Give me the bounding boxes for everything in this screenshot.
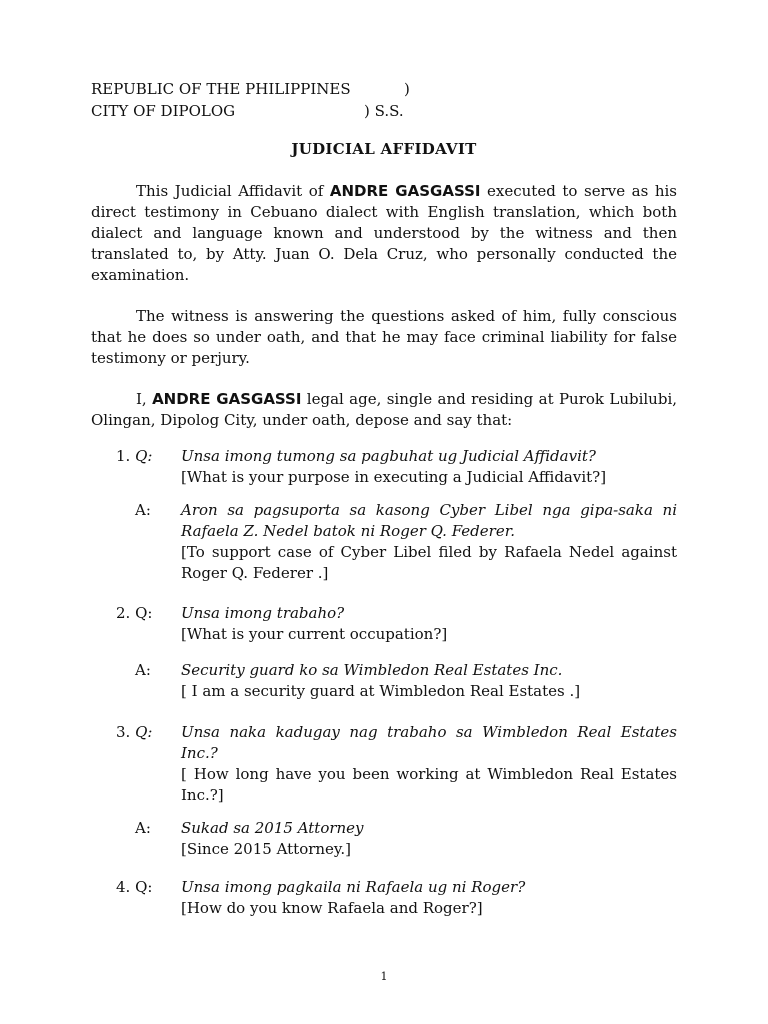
caption-line-city: [91, 100, 410, 122]
intro-text: executed to serve as his direct testimony in Cebuano dialect with English translation, which both dialect and language known and understood by the witness and then translated to, by Atty. Juan O. Dela Cruz, who personally conducted the examination.: [91, 182, 678, 284]
intro-text: This Judicial Affidavit of: [136, 182, 330, 200]
caption-line-republic: [91, 78, 410, 100]
page-number: 1: [380, 970, 388, 983]
question-3: [91, 722, 677, 806]
answer-english: [Since 2015 Attorney.]: [181, 840, 352, 858]
answer-label: A:: [135, 501, 151, 519]
question-label: 4. Q:: [116, 878, 153, 896]
intro-paragraph-2: The witness is answering the questions asked of him, fully conscious that he does so under oath, and that he may face criminal liability for false testimony or perjury.: [91, 307, 677, 367]
answer-label: A:: [135, 661, 151, 679]
intro-paragraph-3: [91, 389, 677, 431]
caption-ss: ) S.S.: [364, 102, 404, 120]
question-1: [91, 446, 677, 488]
question-cebuano: Unsa naka kadugay nag trabaho sa Wimbledon Real Estates Inc.?: [181, 723, 677, 762]
affiant-name: ANDRE GASGASSI: [329, 182, 481, 200]
intro-paragraph-1: [91, 181, 677, 286]
question-label: 3. Q:: [116, 723, 153, 741]
question-cebuano: Unsa imong trabaho?: [181, 604, 345, 622]
answer-cebuano: Sukad sa 2015 Attorney: [181, 819, 364, 837]
question-cebuano: Unsa imong tumong sa pagbuhat ug Judicial Affidavit?: [181, 447, 596, 465]
question-english: [ How long have you been working at Wimbledon Real Estates Inc.?]: [181, 765, 677, 804]
affiant-name: ANDRE GASGASSI: [152, 390, 302, 408]
caption-bracket: ): [404, 80, 410, 98]
answer-cebuano: Security guard ko sa Wimbledon Real Estates Inc.: [181, 661, 563, 679]
question-english: [What is your purpose in executing a Judicial Affidavit?]: [181, 468, 607, 486]
answer-label: A:: [135, 819, 151, 837]
question-2: [91, 603, 677, 645]
document-title: JUDICIAL AFFIDAVIT: [291, 140, 477, 158]
intro-text: legal age, single and residing at Purok Lubilubi, Olingan, Dipolog City, under oath, depose and say that:: [91, 390, 678, 429]
question-4: [91, 877, 677, 919]
venue-caption: [91, 78, 410, 122]
question-label: 2. Q:: [116, 604, 153, 622]
question-cebuano: Unsa imong pagkaila ni Rafaela ug ni Roger?: [181, 878, 526, 896]
question-english: [What is your current occupation?]: [181, 625, 448, 643]
answer-1: [91, 500, 677, 584]
question-english: [How do you know Rafaela and Roger?]: [181, 899, 483, 917]
caption-city: CITY OF DIPOLOG: [91, 102, 236, 120]
caption-republic: REPUBLIC OF THE PHILIPPINES: [91, 80, 351, 98]
answer-3: [91, 818, 677, 860]
answer-english: [To support case of Cyber Libel filed by Rafaela Nedel against Roger Q. Federer .]: [181, 543, 677, 582]
question-label: 1. Q:: [116, 447, 153, 465]
answer-2: [91, 660, 677, 702]
answer-english: [ I am a security guard at Wimbledon Real Estates .]: [181, 682, 581, 700]
answer-cebuano: Aron sa pagsuporta sa kasong Cyber Libel nga gipa-saka ni Rafaela Z. Nedel batok ni Roger Q. Federer.: [181, 501, 677, 540]
intro-text: I,: [136, 390, 153, 408]
